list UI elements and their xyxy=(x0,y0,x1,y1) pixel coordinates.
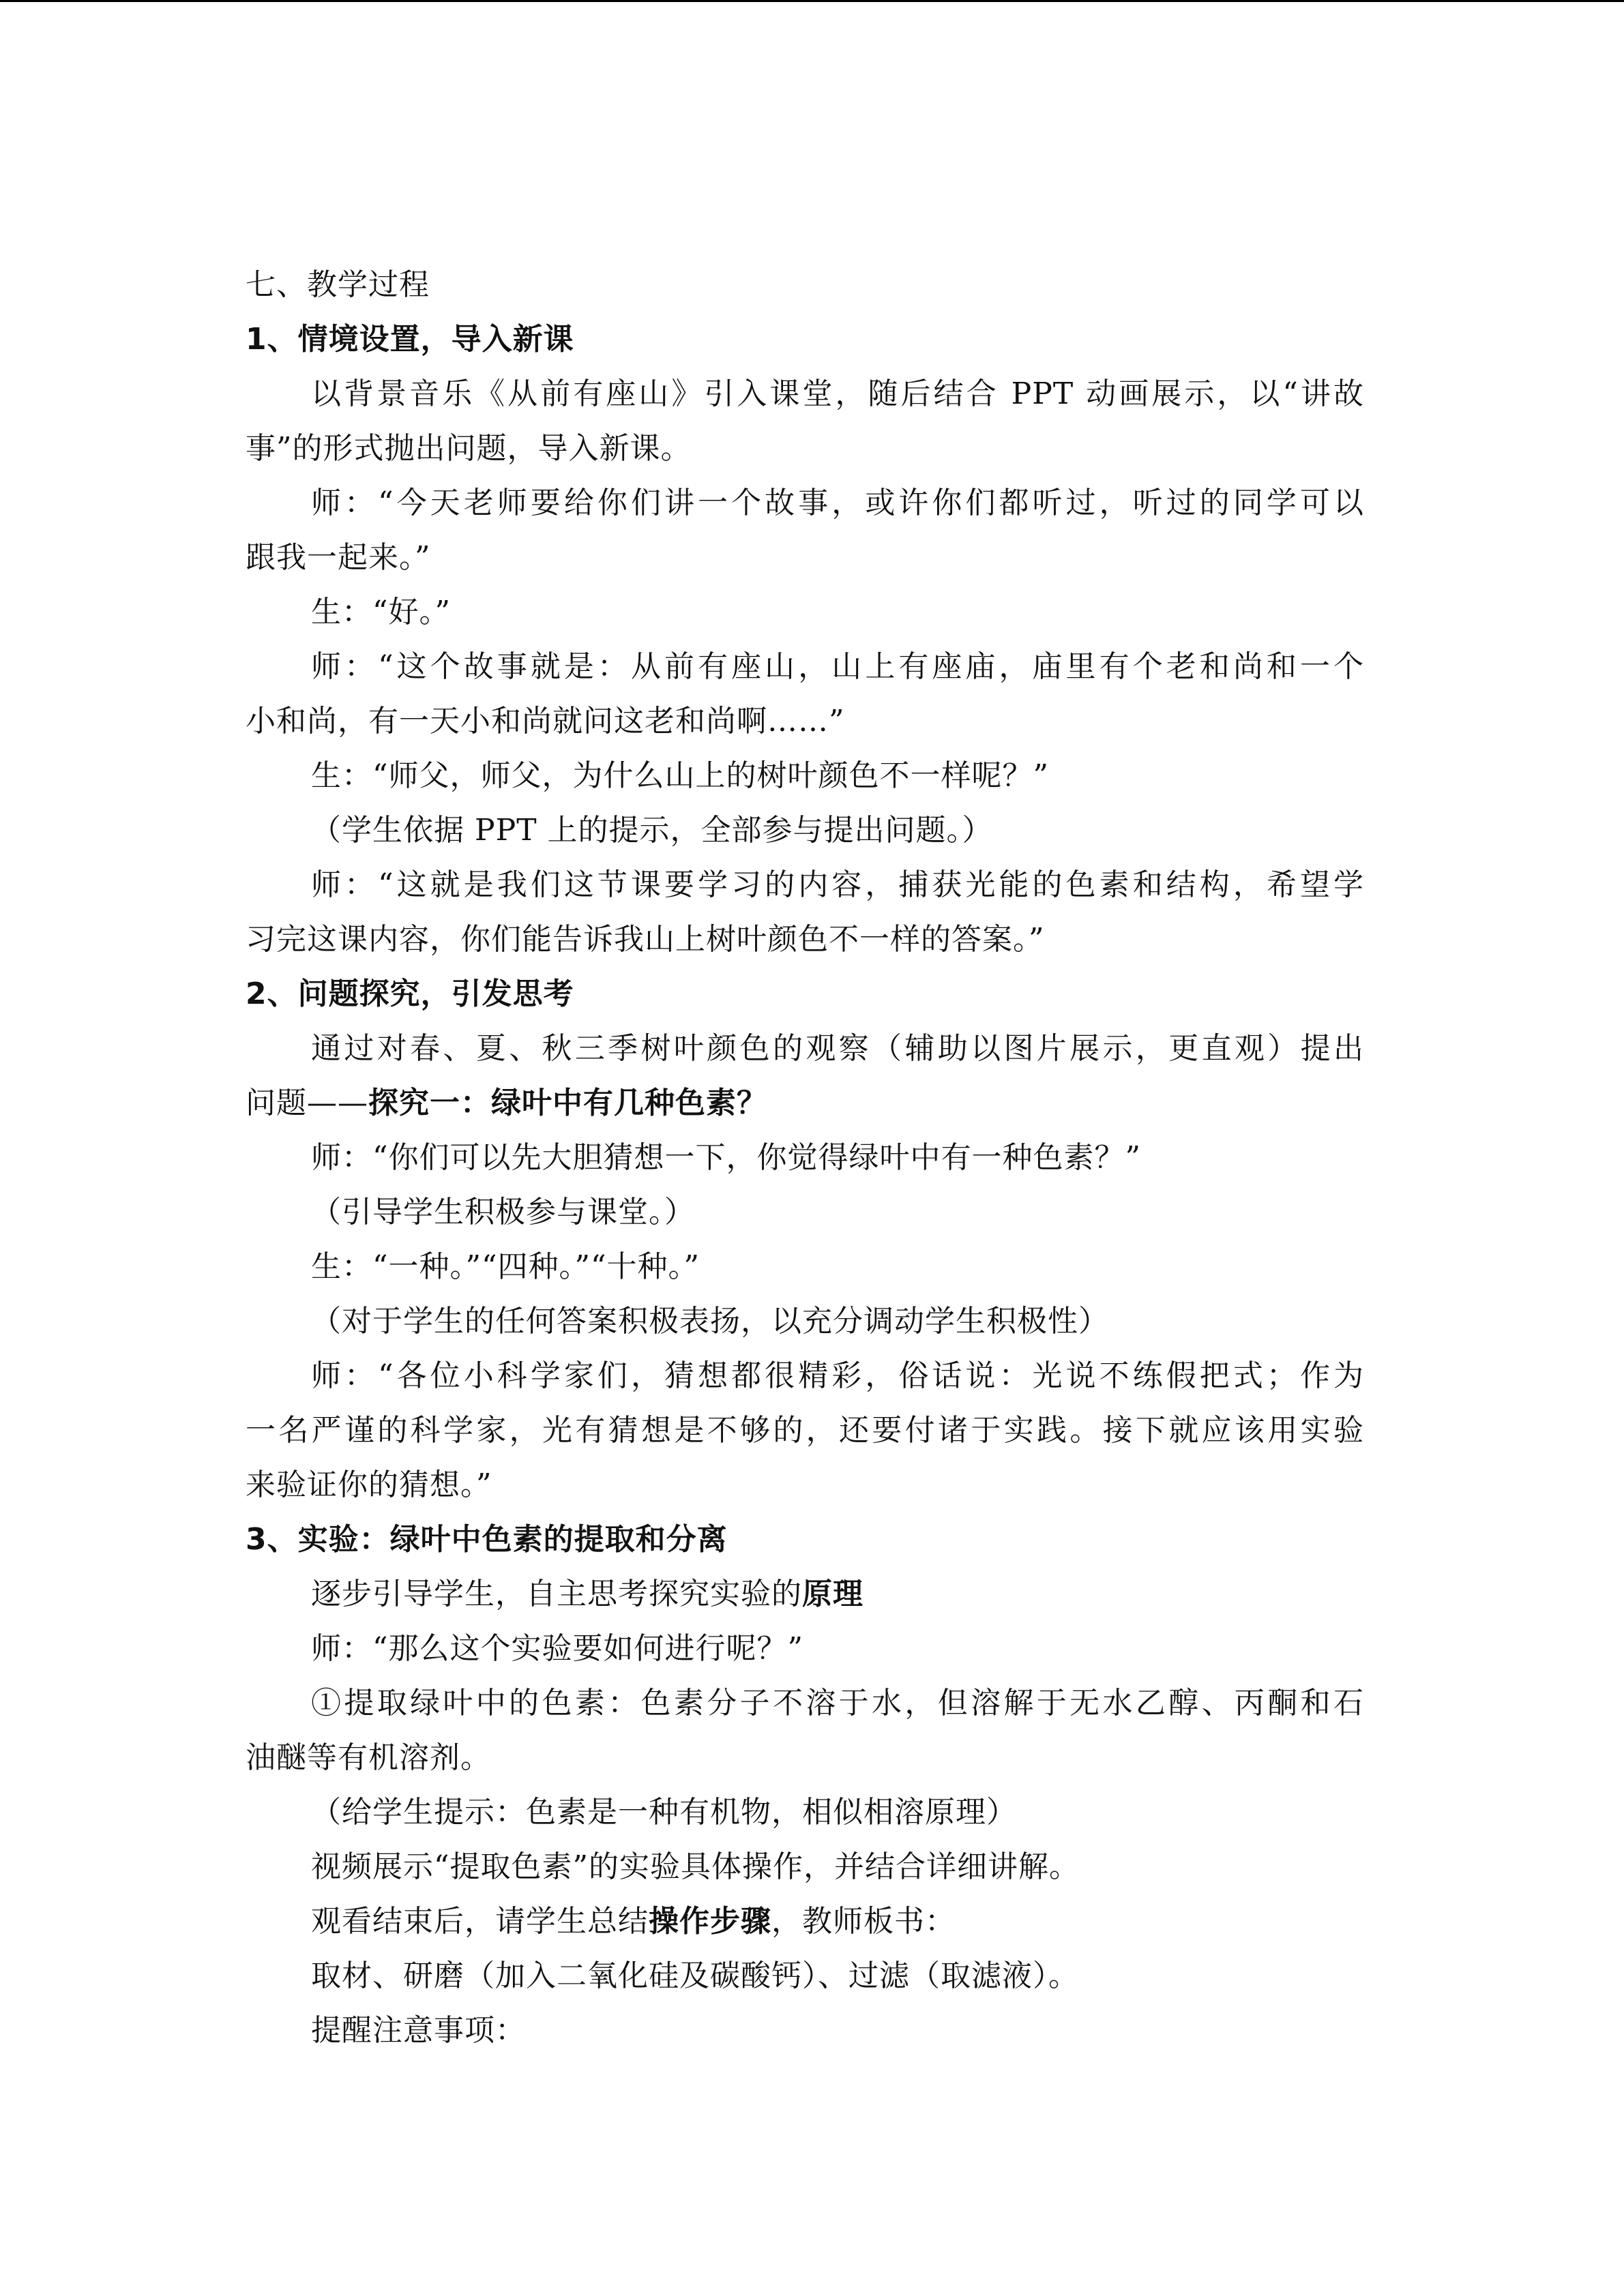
document-page xyxy=(246,258,1364,2058)
paragraph-13-line-2: 一名严谨的科学家，光有猜想是不够的，还要付诸于实践。接下就应该用实验 xyxy=(246,1413,1364,1448)
paragraph-18: 视频展示“提取色素”的实验具体操作，并结合详细讲解。 xyxy=(311,1849,1080,1884)
operation-steps-keyword: 操作步骤 xyxy=(649,1904,771,1939)
heading-2: 2、问题探究，引发思考 xyxy=(246,976,574,1011)
section-title: 七、教学过程 xyxy=(246,267,430,302)
paragraph-16-line-2: 油醚等有机溶剂。 xyxy=(246,1740,491,1775)
paragraph-8-line-1: 通过对春、夏、秋三季树叶颜色的观察（辅助以图片展示，更直观）提出 xyxy=(311,1031,1364,1066)
paragraph-1-line-1: 以背景音乐《从前有座山》引入课堂，随后结合 PPT 动画展示，以“讲故 xyxy=(311,376,1364,411)
paragraph-9: 师：“你们可以先大胆猜想一下，你觉得绿叶中有一种色素？” xyxy=(311,1140,1141,1175)
paragraph-21: 提醒注意事项： xyxy=(311,2013,526,2048)
paragraph-3: 生：“好。” xyxy=(311,595,451,629)
paragraph-12: （对于学生的任何答案积极表扬，以充分调动学生积极性） xyxy=(311,1304,1109,1339)
paragraph-8-line-2 xyxy=(246,1076,1364,1131)
page-top-border xyxy=(0,0,1624,2)
paragraph-13-line-1: 师：“各位小科学家们，猜想都很精彩，俗话说：光说不练假把式；作为 xyxy=(311,1358,1364,1393)
paragraph-6: （学生依据 PPT 上的提示，全部参与提出问题。） xyxy=(311,813,993,848)
paragraph-10: （引导学生积极参与课堂。） xyxy=(311,1195,695,1229)
paragraph-13-line-3: 来验证你的猜想。” xyxy=(246,1467,492,1502)
paragraph-17: （给学生提示：色素是一种有机物，相似相溶原理） xyxy=(311,1795,1017,1830)
paragraph-19-text: 观看结束后，请学生总结 xyxy=(311,1904,649,1939)
paragraph-5: 生：“师父，师父，为什么山上的树叶颜色不一样呢？” xyxy=(311,758,1049,793)
paragraph-2-line-1: 师：“今天老师要给你们讲一个故事，或许你们都听过，听过的同学可以 xyxy=(311,486,1364,520)
paragraph-16-line-1: ①提取绿叶中的色素：色素分子不溶于水，但溶解于无水乙醇、丙酮和石 xyxy=(311,1686,1364,1720)
heading-3: 3、实验：绿叶中色素的提取和分离 xyxy=(246,1522,728,1557)
paragraph-1-line-2: 事”的形式抛出问题，导入新课。 xyxy=(246,431,692,466)
heading-1: 1、情境设置，导入新课 xyxy=(246,322,574,357)
paragraph-8-prefix: 问题—— xyxy=(246,1086,368,1120)
paragraph-7-line-2: 习完这课内容，你们能告诉我山上树叶颜色不一样的答案。” xyxy=(246,922,1045,957)
inquiry-one-question: 探究一：绿叶中有几种色素？ xyxy=(368,1086,767,1120)
paragraph-20: 取材、研磨（加入二氧化硅及碳酸钙）、过滤（取滤液）。 xyxy=(311,1958,1079,1993)
paragraph-2-line-2: 跟我一起来。” xyxy=(246,540,431,575)
principle-keyword: 原理 xyxy=(802,1577,863,1611)
paragraph-14 xyxy=(246,1567,1364,1622)
paragraph-4-line-2: 小和尚，有一天小和尚就问这老和尚啊……” xyxy=(246,704,845,739)
paragraph-19-suffix: ，教师板书： xyxy=(771,1904,956,1939)
paragraph-14-text: 逐步引导学生，自主思考探究实验的 xyxy=(311,1577,802,1611)
paragraph-15: 师：“那么这个实验要如何进行呢？” xyxy=(311,1631,803,1666)
paragraph-11: 生：“一种。”“四种。”“十种。” xyxy=(311,1249,700,1284)
paragraph-4-line-1: 师：“这个故事就是：从前有座山，山上有座庙，庙里有个老和尚和一个 xyxy=(311,649,1364,684)
paragraph-7-line-1: 师：“这就是我们这节课要学习的内容，捕获光能的色素和结构，希望学 xyxy=(311,867,1364,902)
paragraph-19 xyxy=(246,1894,1364,1949)
